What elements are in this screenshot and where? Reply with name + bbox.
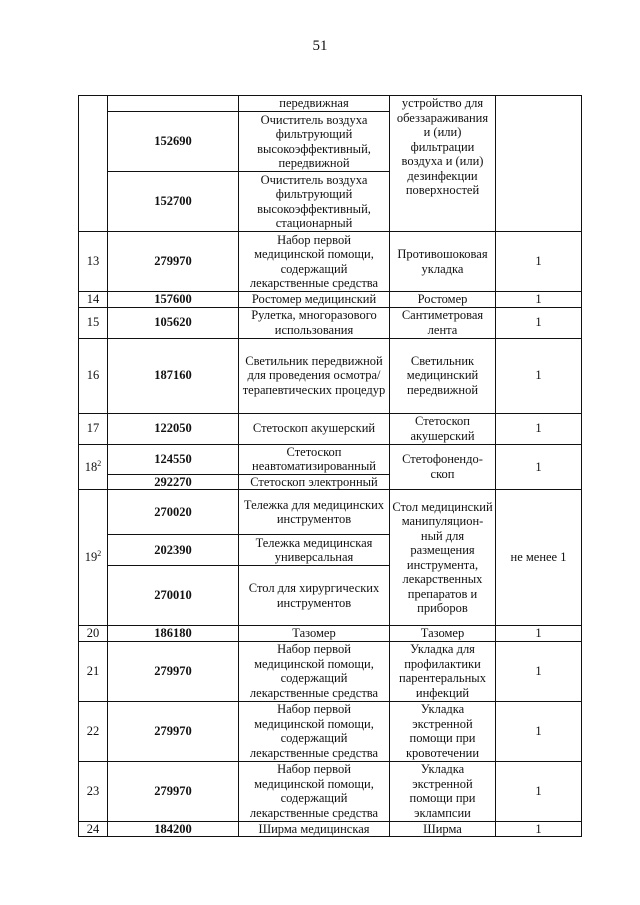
table-row: [79, 444, 582, 474]
name-cell: передвижная: [239, 96, 390, 112]
page-number: 51: [312, 38, 328, 54]
name-cell: Набор первой медицинской помощи, содержащий лекарственные средства: [239, 701, 390, 761]
row-number-cell: [79, 444, 108, 490]
row-number-cell: 14: [79, 292, 108, 308]
qty-cell: 1: [496, 292, 582, 308]
row-number-cell: 21: [79, 641, 108, 701]
name-cell: Набор первой медицинской помощи, содержащий лекарственные средства: [239, 232, 390, 292]
code-cell: 152700: [108, 172, 239, 232]
name-cell: Ширма медицинская: [239, 821, 390, 837]
code-cell: 186180: [108, 626, 239, 642]
table-row: [79, 701, 582, 761]
code-cell: 152690: [108, 112, 239, 172]
table-row: [79, 232, 582, 292]
name-cell: Рулетка, многоразового использования: [239, 307, 390, 338]
row-number-cell: [79, 96, 108, 232]
name-cell: Стетоскоп неавтоматизированный: [239, 444, 390, 474]
code-cell: 157600: [108, 292, 239, 308]
qty-cell: 1: [496, 413, 582, 444]
row-number-cell: 17: [79, 413, 108, 444]
purpose-cell: Стетофонендо-скоп: [390, 444, 496, 490]
row-number-cell: 16: [79, 338, 108, 413]
name-cell: Тележка медицинская универсальная: [239, 535, 390, 566]
purpose-cell: Ширма: [390, 821, 496, 837]
row-number-cell: 22: [79, 701, 108, 761]
name-cell: Стол для хирургических инструментов: [239, 566, 390, 626]
purpose-cell: Светильник медицинский передвижной: [390, 338, 496, 413]
row-number-cell: 24: [79, 821, 108, 837]
row-number-superscript: 2: [97, 549, 102, 559]
code-cell: 270010: [108, 566, 239, 626]
qty-cell: [496, 96, 582, 232]
qty-cell: 1: [496, 626, 582, 642]
name-cell: Очиститель воздуха фильтрующий высокоэффективный, передвижной: [239, 112, 390, 172]
purpose-cell: Стетоскоп акушерский: [390, 413, 496, 444]
name-cell: Набор первой медицинской помощи, содержащий лекарственные средства: [239, 641, 390, 701]
qty-cell: 1: [496, 761, 582, 821]
row-number-cell: 15: [79, 307, 108, 338]
code-cell: 184200: [108, 821, 239, 837]
qty-cell: 1: [496, 307, 582, 338]
row-number-cell: 20: [79, 626, 108, 642]
equipment-table: [78, 95, 582, 837]
code-cell: 124550: [108, 444, 239, 474]
qty-cell: 1: [496, 821, 582, 837]
name-cell: Набор первой медицинской помощи, содержащий лекарственные средства: [239, 761, 390, 821]
name-cell: Тележка для медицинских инструментов: [239, 490, 390, 535]
name-cell: Светильник передвижной для проведения осмотра/терапевтических процедур: [239, 338, 390, 413]
qty-cell: 1: [496, 444, 582, 490]
table-row: [79, 490, 582, 535]
row-number-cell: 23: [79, 761, 108, 821]
code-cell: 122050: [108, 413, 239, 444]
row-number: 18: [84, 459, 98, 474]
qty-cell: 1: [496, 338, 582, 413]
purpose-cell: устройство для обеззараживания и (или) фильтрации воздуха и (или) дезинфекции поверхностей: [390, 96, 496, 232]
table-row: [79, 338, 582, 413]
name-cell: Стетоскоп акушерский: [239, 413, 390, 444]
code-cell: 292270: [108, 474, 239, 490]
name-cell: Тазомер: [239, 626, 390, 642]
purpose-cell: Противошоковая укладка: [390, 232, 496, 292]
purpose-cell: Стол медицинский манипуляцион-ный для размещения инструмента, лекарственных препаратов и приборов: [390, 490, 496, 626]
row-number-superscript: 2: [97, 458, 102, 468]
table-row: [79, 96, 582, 112]
purpose-cell: Тазомер: [390, 626, 496, 642]
purpose-cell: Сантиметровая лента: [390, 307, 496, 338]
purpose-cell: Укладка экстренной помощи при эклампсии: [390, 761, 496, 821]
table-row: [79, 761, 582, 821]
table-row: [79, 641, 582, 701]
code-cell: 187160: [108, 338, 239, 413]
table-row: [79, 626, 582, 642]
qty-cell: 1: [496, 641, 582, 701]
table-row: [79, 821, 582, 837]
table-row: [79, 307, 582, 338]
row-number-cell: [79, 490, 108, 626]
purpose-cell: Ростомер: [390, 292, 496, 308]
table-row: [79, 292, 582, 308]
code-cell: 279970: [108, 761, 239, 821]
name-cell: Очиститель воздуха фильтрующий высокоэффективный, стационарный: [239, 172, 390, 232]
name-cell: Стетоскоп электронный: [239, 474, 390, 490]
qty-cell: 1: [496, 232, 582, 292]
code-cell: [108, 96, 239, 112]
code-cell: 105620: [108, 307, 239, 338]
table-row: [79, 413, 582, 444]
code-cell: 270020: [108, 490, 239, 535]
purpose-cell: Укладка экстренной помощи при кровотечении: [390, 701, 496, 761]
code-cell: 279970: [108, 232, 239, 292]
purpose-cell: Укладка для профилактики парентеральных инфекций: [390, 641, 496, 701]
qty-cell: не менее 1: [496, 490, 582, 626]
code-cell: 279970: [108, 701, 239, 761]
code-cell: 202390: [108, 535, 239, 566]
row-number-cell: 13: [79, 232, 108, 292]
row-number: 19: [84, 550, 98, 565]
qty-cell: 1: [496, 701, 582, 761]
name-cell: Ростомер медицинский: [239, 292, 390, 308]
code-cell: 279970: [108, 641, 239, 701]
